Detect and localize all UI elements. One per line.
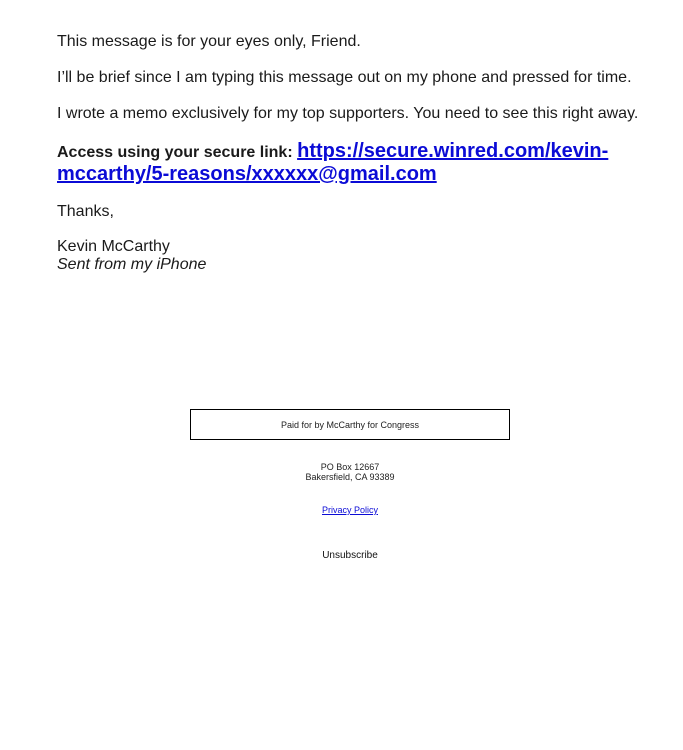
privacy-block: [0, 505, 683, 515]
email-body: [57, 32, 667, 274]
signature-sent-from: Sent from my iPhone: [57, 256, 207, 273]
secure-link[interactable]: https://secure.winred.com/kevin-mccarthy/5-reasons/xxxxxx@gmail.com: [57, 140, 609, 185]
secure-link-block: [57, 140, 667, 186]
brief-line: I’ll be brief since I am typing this message out on my phone and pressed for time.: [57, 69, 632, 86]
intro-line: This message is for your eyes only, Friend.: [57, 33, 361, 50]
mailing-address: [0, 462, 683, 482]
email-footer: [0, 409, 683, 561]
secure-link-label: Access using your secure link:: [57, 144, 293, 161]
memo-line: I wrote a memo exclusively for my top supporters. You need to see this right away.: [57, 105, 639, 122]
signature-block: [57, 238, 667, 274]
address-line-2: Bakersfield, CA 93389: [305, 472, 395, 482]
paid-for-disclaimer: Paid for by McCarthy for Congress: [190, 409, 510, 440]
privacy-policy-link[interactable]: Privacy Policy: [321, 505, 378, 515]
signoff: Thanks,: [57, 203, 114, 220]
unsubscribe-link[interactable]: Unsubscribe: [322, 550, 378, 561]
address-line-1: PO Box 12667: [320, 462, 380, 472]
signature-name: Kevin McCarthy: [57, 238, 170, 255]
